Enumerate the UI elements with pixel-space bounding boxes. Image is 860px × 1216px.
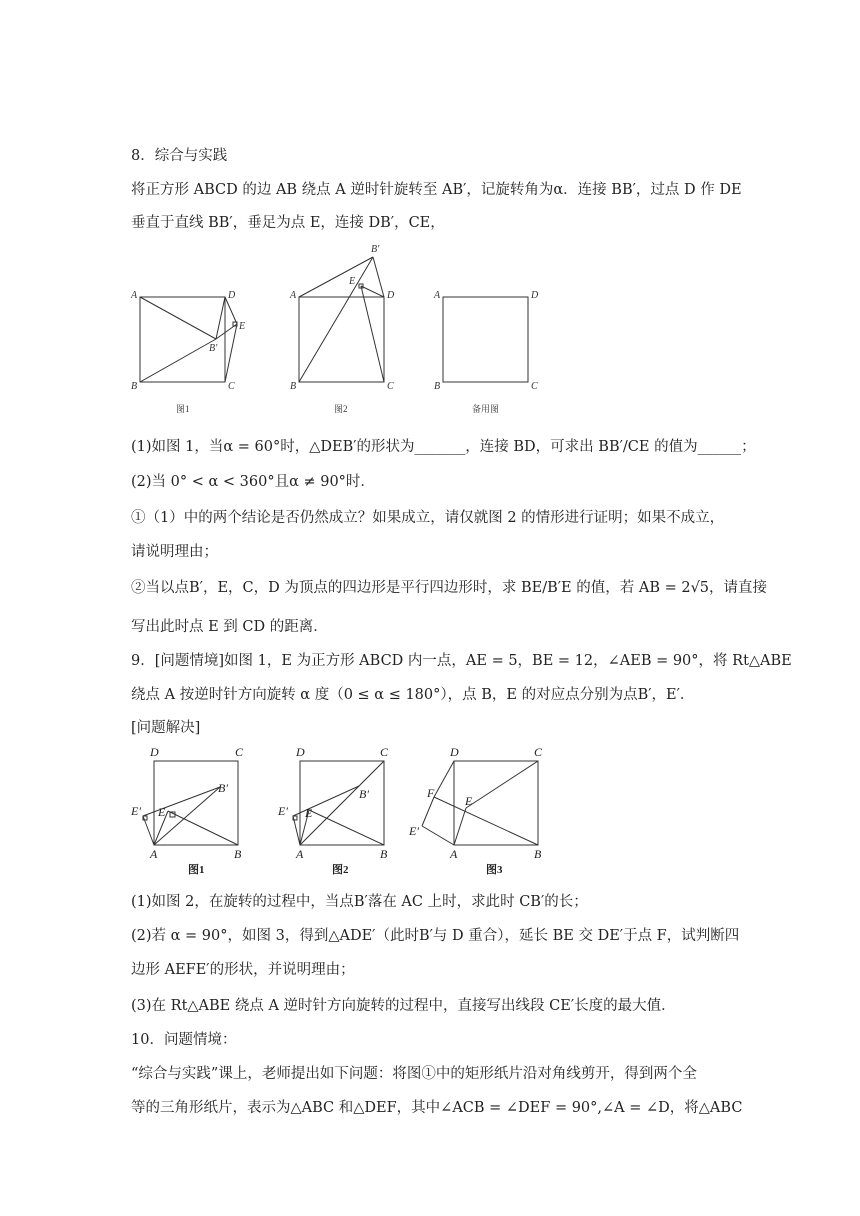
q9-figures: [125, 740, 555, 880]
q8-fig1-line-de: [216, 297, 237, 339]
q8-part1: (1)如图 1，当α = 60°时，△DEB′的形状为_______，连接 BD，可求出 BB′/CE 的值为______；: [131, 439, 756, 455]
q8-text-line2: 垂直于直线 BB′，垂足为点 E，连接 DB′，CE，: [131, 215, 445, 231]
q8-fig2-label-d: D: [387, 290, 395, 301]
q9-fig3-line-fd: [434, 761, 454, 797]
q9-fig2-line-eb: [309, 810, 384, 845]
q8-figures: [125, 238, 565, 420]
q9-fig1-line-eb: [168, 811, 238, 845]
q9-fig1-label-b1: B′: [218, 781, 228, 795]
q9-fig1-label-e1: E′: [131, 804, 141, 818]
q8-part2: (2)当 0° < α < 360°且α ≠ 90°时．: [131, 474, 375, 490]
q9-fig2-label-c: C: [380, 745, 389, 759]
q8-fig1-label-b: B: [131, 381, 138, 392]
q9-fig2-label-b1: B′: [359, 787, 369, 801]
q8-fig1-line-ce: [225, 324, 237, 382]
q9-fig2-caption: 图2: [332, 864, 349, 876]
q8-fig1-label-c: C: [228, 381, 235, 392]
q9-fig3-line-fb: [434, 797, 538, 845]
q8-fig2-line-b1d: [373, 257, 384, 297]
q8-part2-sub2-cont: 写出此时点 E 到 CD 的距离．: [131, 619, 328, 635]
q8-fig2-label-a: A: [290, 290, 297, 301]
q9-fig1-caption: 图1: [188, 864, 205, 876]
q8-fig1-line-db1: [216, 297, 225, 339]
q8-part2-sub1-cont: 请说明理由；: [131, 544, 218, 560]
q8-text-line1: 将正方形 ABCD 的边 AB 绕点 A 逆时针旋转至 AB′，记旋转角为α．连接 BB′，过点 D 作 DE: [131, 182, 742, 198]
q8-fig2-line-bb1: [299, 257, 373, 382]
q9-fig3-label-f: F: [427, 786, 435, 800]
q9-fig3-label-e: E: [465, 794, 473, 808]
q9-fig2-label-b: B: [380, 847, 388, 861]
q9-part2: (2)若 α = 90°，如图 3，得到△ADE′（此时B′与 D 重合），延长 BE 交 DE′于点 F，试判断四: [131, 928, 740, 944]
q9-fig1-label-a: A: [150, 847, 158, 861]
q9-fig2-label-e: E: [305, 806, 313, 820]
q9-fig1-label-c: C: [235, 745, 244, 759]
q9-fig1-label-d: D: [150, 745, 159, 759]
q9-text-line1: 9．[问题情境]如图 1，E 为正方形 ABCD 内一点，AE = 5，BE = 12，∠AEB = 90°，将 Rt△ABE: [131, 653, 792, 669]
q8-fig2-line-ed: [361, 286, 384, 297]
q8-fig3-label-d: D: [531, 290, 539, 301]
q8-fig1-square: [140, 297, 225, 382]
q9-fig3-line-fe1: [422, 797, 434, 826]
q8-fig1-label-d: D: [228, 290, 236, 301]
q9-fig1-label-e: E: [158, 805, 166, 819]
q10-text-line1: “综合与实践”课上，老师提出如下问题：将图①中的矩形纸片沿对角线剪开，得到两个全: [131, 1066, 697, 1082]
q8-fig2-label-b: B: [290, 381, 297, 392]
q9-fig3-caption: 图3: [486, 864, 503, 876]
q8-fig3-label-c: C: [531, 381, 538, 392]
q8-fig3-caption: 备用图: [472, 404, 500, 414]
q9-fig2-label-d: D: [296, 745, 305, 759]
q8-title: 8．综合与实践: [131, 148, 228, 164]
q9-fig3-label-a: A: [450, 847, 458, 861]
q9-fig3-line-ae: [454, 808, 466, 845]
q9-fig3-label-b: B: [534, 847, 542, 861]
q8-fig2-line-ec: [361, 286, 384, 382]
q8-fig2-label-b1: B′: [371, 244, 380, 255]
q9-fig2-label-a: A: [296, 847, 304, 861]
q10-text-line2: 等的三角形纸片，表示为△ABC 和△DEF，其中∠ACB = ∠DEF = 90°,∠A = ∠D，将△ABC: [131, 1100, 743, 1116]
q9-fig1-label-b: B: [234, 847, 242, 861]
q8-fig1-caption: 图1: [176, 404, 190, 414]
q8-fig1-line-bb1: [140, 339, 216, 382]
q9-fig1-square: [154, 761, 238, 845]
q9-heading: [问题解决]: [131, 720, 201, 736]
q8-fig2-label-c: C: [387, 381, 394, 392]
q8-fig3-square: [443, 297, 528, 382]
q8-fig2-label-e: E: [349, 276, 356, 287]
q8-fig1-label-a: A: [131, 290, 138, 301]
q9-fig3-label-e1: E′: [409, 824, 419, 838]
q9-fig1-line-e1b1: [143, 787, 220, 816]
q9-fig3-label-c: C: [534, 745, 543, 759]
q9-fig2-line-e1b1: [293, 786, 359, 816]
q8-fig3-label-a: A: [434, 290, 441, 301]
q8-fig1-label-e: E: [239, 321, 246, 332]
q9-part2-cont: 边形 AEFE′的形状，并说明理由；: [131, 962, 355, 978]
q9-part1: (1)如图 2，在旋转的过程中，当点B′落在 AC 上时，求此时 CB′的长；: [131, 894, 588, 910]
q8-part2-sub2: ②当以点B′，E，C，D 为顶点的四边形是平行四边形时，求 BE/B′E 的值，若 AB = 2√5，请直接: [131, 580, 768, 596]
q9-fig3-line-e1a: [422, 826, 454, 845]
q8-fig2-caption: 图2: [334, 404, 348, 414]
q8-fig1-label-b1: B′: [209, 343, 218, 354]
q8-part2-sub1: ①（1）中的两个结论是否仍然成立？如果成立，请仅就图 2 的情形进行证明；如果不成立，: [131, 510, 725, 526]
q10-title: 10．问题情境：: [131, 1032, 237, 1048]
q9-fig2-label-e1: E′: [278, 804, 288, 818]
q9-fig3-line-ec: [466, 761, 538, 808]
q9-text-line2: 绕点 A 按逆时针方向旋转 α 度（0 ≤ α ≤ 180°），点 B，E 的对应点分别为点B′，E′．: [131, 687, 695, 703]
q9-fig2-line-ac: [300, 761, 384, 845]
q8-fig1-line-ab1: [140, 297, 216, 339]
q8-fig3-label-b: B: [434, 381, 441, 392]
q9-fig3-label-d: D: [450, 745, 459, 759]
q9-part3: (3)在 Rt△ABE 绕点 A 逆时针方向旋转的过程中，直接写出线段 CE′长度的最大值．: [131, 998, 676, 1014]
